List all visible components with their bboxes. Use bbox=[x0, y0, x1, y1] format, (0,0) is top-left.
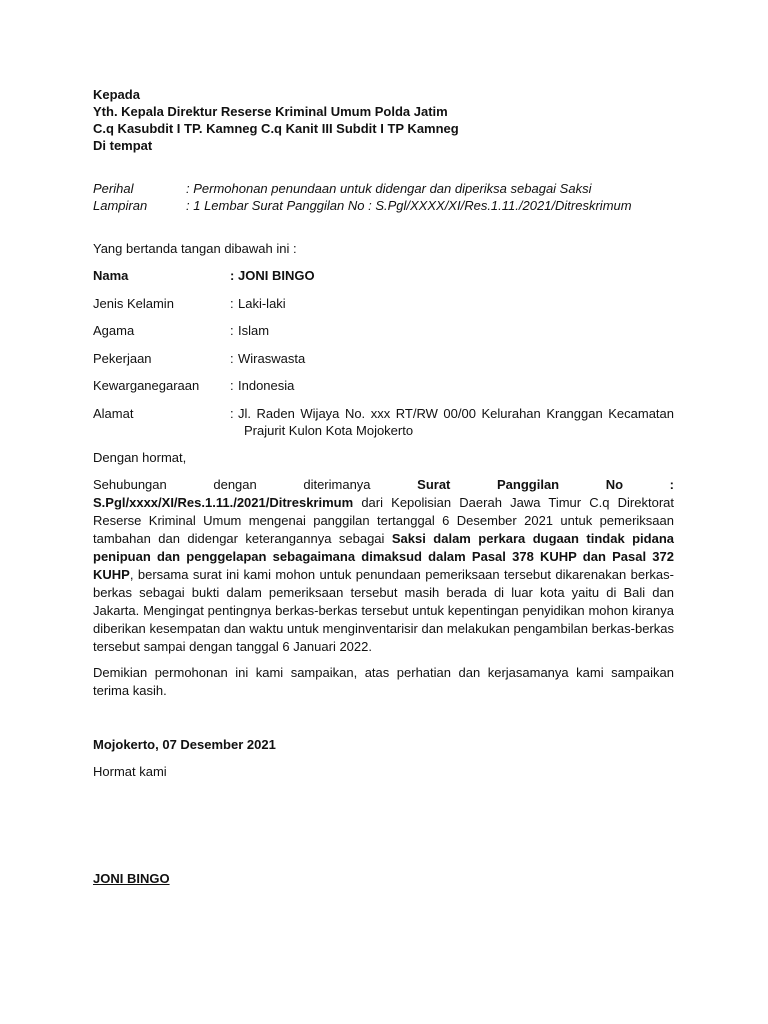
nama-separator: : bbox=[230, 268, 235, 283]
agama-separator: : bbox=[230, 323, 234, 338]
identity-row-kewarganegaraan bbox=[93, 377, 674, 394]
body-p1-request: , bersama surat ini kami mohon untuk penundaan pemeriksaan tersebut dikarenakan berkas-berkas sebagai bukti dalam pemeriksaan tersebut masih berada di luar kota yaitu di Bali dan Jakarta. Mengingat pentingnya berkas-berkas tersebut untuk kepentingan penyidikan mohon kiranya diberikan kesempatan dan waktu untuk menginventarisir dan melakukan pengambilan berkas-berkas tersebut sampai dengan tanggal 6 Januari 2022. bbox=[93, 567, 674, 654]
alamat-value-line1: Jl. Raden Wijaya No. xxx RT/RW 00/00 Kelurahan Kranggan Kecamatan bbox=[238, 405, 674, 421]
perihal-label: Perihal bbox=[93, 181, 134, 196]
regards-text: Hormat kami bbox=[93, 764, 167, 779]
pekerjaan-label: Pekerjaan bbox=[93, 350, 152, 366]
subject-block bbox=[93, 180, 674, 214]
body-p1-intro: Sehubungan dengan diterimanya bbox=[93, 477, 418, 492]
addressee-line-recipient: Yth. Kepala Direktur Reserse Kriminal Umum Polda Jatim bbox=[93, 104, 448, 119]
lampiran-label: Lampiran bbox=[93, 198, 148, 213]
perihal-row bbox=[93, 180, 674, 197]
alamat-value bbox=[238, 405, 674, 439]
greeting-text: Dengan hormat, bbox=[93, 450, 187, 465]
body-paragraph-1 bbox=[93, 476, 674, 656]
kewarganegaraan-value: Indonesia bbox=[238, 378, 295, 393]
identity-row-agama bbox=[93, 322, 674, 339]
body-p1-middle: dari Kepolisian Daerah Jawa Timur C.q Direktorat Reserse Kriminal Umum mengenai panggilan tertanggal 6 Desember 2021 untuk pemeriksaan tambahan dan didengar keterangannya sebagai bbox=[93, 495, 674, 546]
pekerjaan-separator: : bbox=[230, 350, 234, 366]
body-p1-summons-ref: Surat Panggilan No : S.Pgl/xxxx/XI/Res.1.11./2021/Ditreskrimum bbox=[93, 477, 674, 510]
body-paragraph-2: Demikian permohonan ini kami sampaikan, atas perhatian dan kerjasamanya kami sampaikan terima kasih. bbox=[93, 665, 674, 698]
alamat-label: Alamat bbox=[93, 405, 134, 421]
lampiran-value: : 1 Lembar Surat Panggilan No : S.Pgl/XXXX/XI/Res.1.11./2021/Ditreskrimum bbox=[186, 198, 632, 213]
lampiran-row bbox=[93, 197, 674, 214]
addressee-line-place: Di tempat bbox=[93, 138, 153, 153]
signature-name: JONI BINGO bbox=[93, 871, 170, 886]
jenis-kelamin-separator: : bbox=[230, 295, 234, 311]
agama-value: Islam bbox=[238, 323, 270, 338]
identity-block bbox=[93, 267, 674, 439]
alamat-separator: : bbox=[230, 405, 234, 421]
intro-text: Yang bertanda tangan dibawah ini : bbox=[93, 241, 297, 256]
jenis-kelamin-value: Laki-laki bbox=[238, 295, 286, 311]
nama-value: JONI BINGO bbox=[238, 268, 315, 283]
kewarganegaraan-label: Kewarganegaraan bbox=[93, 378, 200, 393]
agama-label: Agama bbox=[93, 323, 135, 338]
nama-label: Nama bbox=[93, 268, 129, 283]
jenis-kelamin-label: Jenis Kelamin bbox=[93, 295, 174, 311]
addressee-block bbox=[93, 86, 674, 154]
identity-row-pekerjaan bbox=[93, 350, 674, 367]
identity-row-nama bbox=[93, 267, 674, 284]
kewarganegaraan-separator: : bbox=[230, 378, 234, 393]
perihal-value: : Permohonan penundaan untuk didengar dan diperiksa sebagai Saksi bbox=[186, 181, 592, 196]
body-p1-case-description: Saksi dalam perkara dugaan tindak pidana penipuan dan penggelapan sebagaimana dimaksud dalam Pasal 378 KUHP dan Pasal 372 KUHP bbox=[93, 531, 675, 582]
addressee-line-kepada: Kepada bbox=[93, 87, 140, 102]
alamat-value-line2: Prajurit Kulon Kota Mojokerto bbox=[244, 422, 414, 438]
place-date-line: Mojokerto, 07 Desember 2021 bbox=[93, 737, 276, 752]
pekerjaan-value: Wiraswasta bbox=[238, 350, 306, 366]
identity-row-jenis-kelamin bbox=[93, 295, 674, 312]
letter-content bbox=[93, 86, 674, 887]
addressee-line-cq: C.q Kasubdit I TP. Kamneg C.q Kanit III Subdit I TP Kamneg bbox=[93, 121, 459, 136]
identity-row-alamat bbox=[93, 405, 674, 439]
